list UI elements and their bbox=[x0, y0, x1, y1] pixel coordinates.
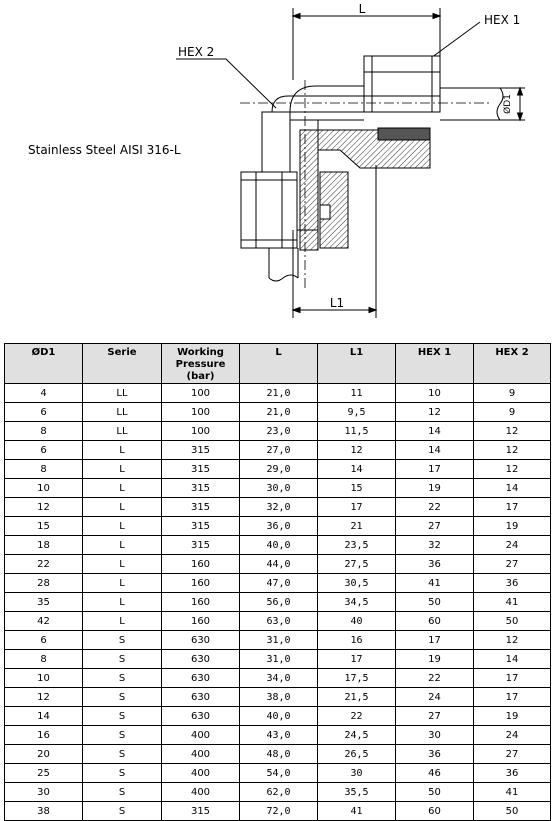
cell-hex1: 14 bbox=[396, 441, 474, 460]
table-body bbox=[5, 384, 551, 821]
cell-working-pressure: 400 bbox=[162, 745, 240, 764]
header-l1: L1 bbox=[318, 344, 396, 384]
cell-serie: L bbox=[83, 574, 162, 593]
cell-serie: L bbox=[83, 555, 162, 574]
cell-working-pressure: 100 bbox=[162, 384, 240, 403]
cell-serie: L bbox=[83, 479, 162, 498]
cell-hex1: 60 bbox=[396, 802, 474, 821]
hex2-nut bbox=[241, 172, 297, 248]
cell-d1: 28 bbox=[5, 574, 83, 593]
cell-hex1: 14 bbox=[396, 422, 474, 441]
cell-working-pressure: 160 bbox=[162, 593, 240, 612]
cell-hex2: 12 bbox=[474, 422, 551, 441]
cell-d1: 35 bbox=[5, 593, 83, 612]
cell-l: 34,0 bbox=[240, 669, 318, 688]
cell-hex1: 22 bbox=[396, 498, 474, 517]
cell-d1: 20 bbox=[5, 745, 83, 764]
header-serie: Serie bbox=[83, 344, 162, 384]
cell-hex1: 30 bbox=[396, 726, 474, 745]
table-row bbox=[5, 536, 551, 555]
cell-l: 54,0 bbox=[240, 764, 318, 783]
cell-l1: 34,5 bbox=[318, 593, 396, 612]
cell-l1: 24,5 bbox=[318, 726, 396, 745]
cell-l1: 11,5 bbox=[318, 422, 396, 441]
cell-working-pressure: 160 bbox=[162, 574, 240, 593]
table-row bbox=[5, 745, 551, 764]
cell-hex2: 36 bbox=[474, 574, 551, 593]
cell-hex2: 12 bbox=[474, 441, 551, 460]
cell-serie: S bbox=[83, 707, 162, 726]
cell-l: 38,0 bbox=[240, 688, 318, 707]
cell-hex1: 17 bbox=[396, 631, 474, 650]
cell-l1: 23,5 bbox=[318, 536, 396, 555]
label-hex1: HEX 1 bbox=[484, 13, 521, 27]
cell-working-pressure: 315 bbox=[162, 479, 240, 498]
table-row bbox=[5, 460, 551, 479]
cell-d1: 12 bbox=[5, 498, 83, 517]
cell-d1: 25 bbox=[5, 764, 83, 783]
cell-l1: 9,5 bbox=[318, 403, 396, 422]
cell-working-pressure: 315 bbox=[162, 498, 240, 517]
material-caption: Stainless Steel AISI 316-L bbox=[28, 143, 181, 157]
cell-d1: 42 bbox=[5, 612, 83, 631]
cell-d1: 8 bbox=[5, 422, 83, 441]
table-header-row bbox=[5, 344, 551, 384]
cell-hex2: 19 bbox=[474, 707, 551, 726]
cell-d1: 38 bbox=[5, 802, 83, 821]
cell-working-pressure: 400 bbox=[162, 783, 240, 802]
label-d1: ØD1 bbox=[503, 94, 513, 114]
cell-l1: 26,5 bbox=[318, 745, 396, 764]
cell-hex2: 50 bbox=[474, 802, 551, 821]
cell-working-pressure: 315 bbox=[162, 441, 240, 460]
table-row bbox=[5, 650, 551, 669]
table-row bbox=[5, 707, 551, 726]
cell-hex2: 19 bbox=[474, 517, 551, 536]
cell-l1: 30 bbox=[318, 764, 396, 783]
cell-d1: 10 bbox=[5, 479, 83, 498]
cell-l: 47,0 bbox=[240, 574, 318, 593]
cell-l1: 15 bbox=[318, 479, 396, 498]
cell-serie: S bbox=[83, 783, 162, 802]
table-row bbox=[5, 688, 551, 707]
cell-working-pressure: 315 bbox=[162, 517, 240, 536]
cell-l1: 40 bbox=[318, 612, 396, 631]
cell-d1: 12 bbox=[5, 688, 83, 707]
cell-serie: L bbox=[83, 536, 162, 555]
cell-l: 43,0 bbox=[240, 726, 318, 745]
cell-working-pressure: 630 bbox=[162, 688, 240, 707]
table-row bbox=[5, 802, 551, 821]
cell-d1: 10 bbox=[5, 669, 83, 688]
cell-serie: L bbox=[83, 498, 162, 517]
cell-serie: L bbox=[83, 441, 162, 460]
cell-d1: 6 bbox=[5, 441, 83, 460]
cell-working-pressure: 630 bbox=[162, 669, 240, 688]
cell-serie: S bbox=[83, 745, 162, 764]
cell-l: 40,0 bbox=[240, 536, 318, 555]
cell-working-pressure: 315 bbox=[162, 536, 240, 555]
cell-hex2: 41 bbox=[474, 593, 551, 612]
cell-hex2: 14 bbox=[474, 479, 551, 498]
fitting-drawing bbox=[0, 0, 555, 330]
cell-serie: L bbox=[83, 593, 162, 612]
cell-hex2: 27 bbox=[474, 555, 551, 574]
cell-hex2: 17 bbox=[474, 688, 551, 707]
cell-l: 36,0 bbox=[240, 517, 318, 536]
cell-hex1: 41 bbox=[396, 574, 474, 593]
table-row bbox=[5, 517, 551, 536]
cell-l: 40,0 bbox=[240, 707, 318, 726]
cell-d1: 8 bbox=[5, 650, 83, 669]
cell-d1: 6 bbox=[5, 403, 83, 422]
cell-l1: 35,5 bbox=[318, 783, 396, 802]
cell-l: 29,0 bbox=[240, 460, 318, 479]
cell-working-pressure: 400 bbox=[162, 764, 240, 783]
cell-hex2: 24 bbox=[474, 536, 551, 555]
cell-serie: S bbox=[83, 802, 162, 821]
table-row bbox=[5, 384, 551, 403]
cell-hex2: 14 bbox=[474, 650, 551, 669]
table-row bbox=[5, 593, 551, 612]
cell-l1: 22 bbox=[318, 707, 396, 726]
cell-hex1: 36 bbox=[396, 745, 474, 764]
cell-working-pressure: 400 bbox=[162, 726, 240, 745]
cell-l1: 16 bbox=[318, 631, 396, 650]
cell-serie: S bbox=[83, 688, 162, 707]
cell-serie: S bbox=[83, 764, 162, 783]
cell-serie: S bbox=[83, 631, 162, 650]
table-row bbox=[5, 612, 551, 631]
cell-d1: 15 bbox=[5, 517, 83, 536]
cell-serie: S bbox=[83, 650, 162, 669]
cell-hex2: 17 bbox=[474, 669, 551, 688]
table-row bbox=[5, 479, 551, 498]
cell-hex1: 17 bbox=[396, 460, 474, 479]
cell-l1: 12 bbox=[318, 441, 396, 460]
cell-hex2: 9 bbox=[474, 403, 551, 422]
cell-l: 23,0 bbox=[240, 422, 318, 441]
table-row bbox=[5, 764, 551, 783]
cell-d1: 6 bbox=[5, 631, 83, 650]
hex1-nut bbox=[364, 56, 440, 112]
cell-hex1: 12 bbox=[396, 403, 474, 422]
cell-hex1: 46 bbox=[396, 764, 474, 783]
cell-serie: LL bbox=[83, 403, 162, 422]
table-row bbox=[5, 555, 551, 574]
cell-working-pressure: 160 bbox=[162, 555, 240, 574]
cell-hex2: 12 bbox=[474, 631, 551, 650]
cell-hex2: 41 bbox=[474, 783, 551, 802]
table-row bbox=[5, 403, 551, 422]
cell-d1: 8 bbox=[5, 460, 83, 479]
cell-working-pressure: 315 bbox=[162, 460, 240, 479]
cell-serie: LL bbox=[83, 422, 162, 441]
cell-working-pressure: 315 bbox=[162, 802, 240, 821]
cell-hex1: 60 bbox=[396, 612, 474, 631]
cell-hex1: 24 bbox=[396, 688, 474, 707]
cell-l1: 21,5 bbox=[318, 688, 396, 707]
cell-hex2: 17 bbox=[474, 498, 551, 517]
cell-l: 31,0 bbox=[240, 650, 318, 669]
cell-serie: L bbox=[83, 517, 162, 536]
cell-serie: S bbox=[83, 669, 162, 688]
table-row bbox=[5, 631, 551, 650]
cell-hex2: 36 bbox=[474, 764, 551, 783]
bottom-tube bbox=[269, 248, 298, 281]
cell-l1: 17,5 bbox=[318, 669, 396, 688]
cell-l: 56,0 bbox=[240, 593, 318, 612]
cell-hex1: 32 bbox=[396, 536, 474, 555]
cell-hex1: 50 bbox=[396, 593, 474, 612]
header-hex2: HEX 2 bbox=[474, 344, 551, 384]
cell-hex2: 12 bbox=[474, 460, 551, 479]
cell-l: 21,0 bbox=[240, 403, 318, 422]
cell-l: 62,0 bbox=[240, 783, 318, 802]
cell-d1: 18 bbox=[5, 536, 83, 555]
cell-working-pressure: 160 bbox=[162, 612, 240, 631]
hex2-leader bbox=[176, 59, 276, 108]
cell-d1: 16 bbox=[5, 726, 83, 745]
cell-l: 30,0 bbox=[240, 479, 318, 498]
cell-l: 32,0 bbox=[240, 498, 318, 517]
table-row bbox=[5, 726, 551, 745]
cell-hex1: 36 bbox=[396, 555, 474, 574]
cell-working-pressure: 100 bbox=[162, 403, 240, 422]
header-working-pressure: Working Pressure (bar) bbox=[162, 344, 240, 384]
cell-l1: 27,5 bbox=[318, 555, 396, 574]
cell-hex1: 19 bbox=[396, 650, 474, 669]
cell-d1: 4 bbox=[5, 384, 83, 403]
label-L1: L1 bbox=[329, 296, 345, 310]
cell-l: 27,0 bbox=[240, 441, 318, 460]
cell-l1: 41 bbox=[318, 802, 396, 821]
cell-working-pressure: 100 bbox=[162, 422, 240, 441]
cell-serie: LL bbox=[83, 384, 162, 403]
cell-hex1: 27 bbox=[396, 517, 474, 536]
table-row bbox=[5, 441, 551, 460]
cell-d1: 22 bbox=[5, 555, 83, 574]
header-hex1: HEX 1 bbox=[396, 344, 474, 384]
cell-l1: 11 bbox=[318, 384, 396, 403]
cell-serie: L bbox=[83, 460, 162, 479]
label-L: L bbox=[358, 2, 366, 16]
cell-l: 48,0 bbox=[240, 745, 318, 764]
cell-d1: 14 bbox=[5, 707, 83, 726]
header-l: L bbox=[240, 344, 318, 384]
table-row bbox=[5, 498, 551, 517]
dimensions-table bbox=[4, 343, 551, 821]
cell-l1: 14 bbox=[318, 460, 396, 479]
table-row bbox=[5, 422, 551, 441]
cell-l: 44,0 bbox=[240, 555, 318, 574]
cell-working-pressure: 630 bbox=[162, 707, 240, 726]
cell-l1: 30,5 bbox=[318, 574, 396, 593]
header-d1: ØD1 bbox=[5, 344, 83, 384]
cell-working-pressure: 630 bbox=[162, 650, 240, 669]
cell-hex2: 9 bbox=[474, 384, 551, 403]
right-tube bbox=[440, 88, 503, 120]
cell-d1: 30 bbox=[5, 783, 83, 802]
cell-hex2: 27 bbox=[474, 745, 551, 764]
cell-l1: 17 bbox=[318, 650, 396, 669]
cell-l1: 17 bbox=[318, 498, 396, 517]
cell-hex1: 22 bbox=[396, 669, 474, 688]
cell-l: 21,0 bbox=[240, 384, 318, 403]
cell-l: 31,0 bbox=[240, 631, 318, 650]
cell-hex1: 27 bbox=[396, 707, 474, 726]
cell-hex2: 24 bbox=[474, 726, 551, 745]
hatch-left-nut bbox=[320, 172, 348, 248]
cell-hex1: 10 bbox=[396, 384, 474, 403]
cell-hex2: 50 bbox=[474, 612, 551, 631]
table-row bbox=[5, 669, 551, 688]
cell-l: 63,0 bbox=[240, 612, 318, 631]
cell-serie: L bbox=[83, 612, 162, 631]
cell-serie: S bbox=[83, 726, 162, 745]
cell-hex1: 50 bbox=[396, 783, 474, 802]
label-hex2: HEX 2 bbox=[178, 45, 215, 59]
cell-working-pressure: 630 bbox=[162, 631, 240, 650]
table-row bbox=[5, 574, 551, 593]
cell-hex1: 19 bbox=[396, 479, 474, 498]
cell-l: 72,0 bbox=[240, 802, 318, 821]
cell-l1: 21 bbox=[318, 517, 396, 536]
